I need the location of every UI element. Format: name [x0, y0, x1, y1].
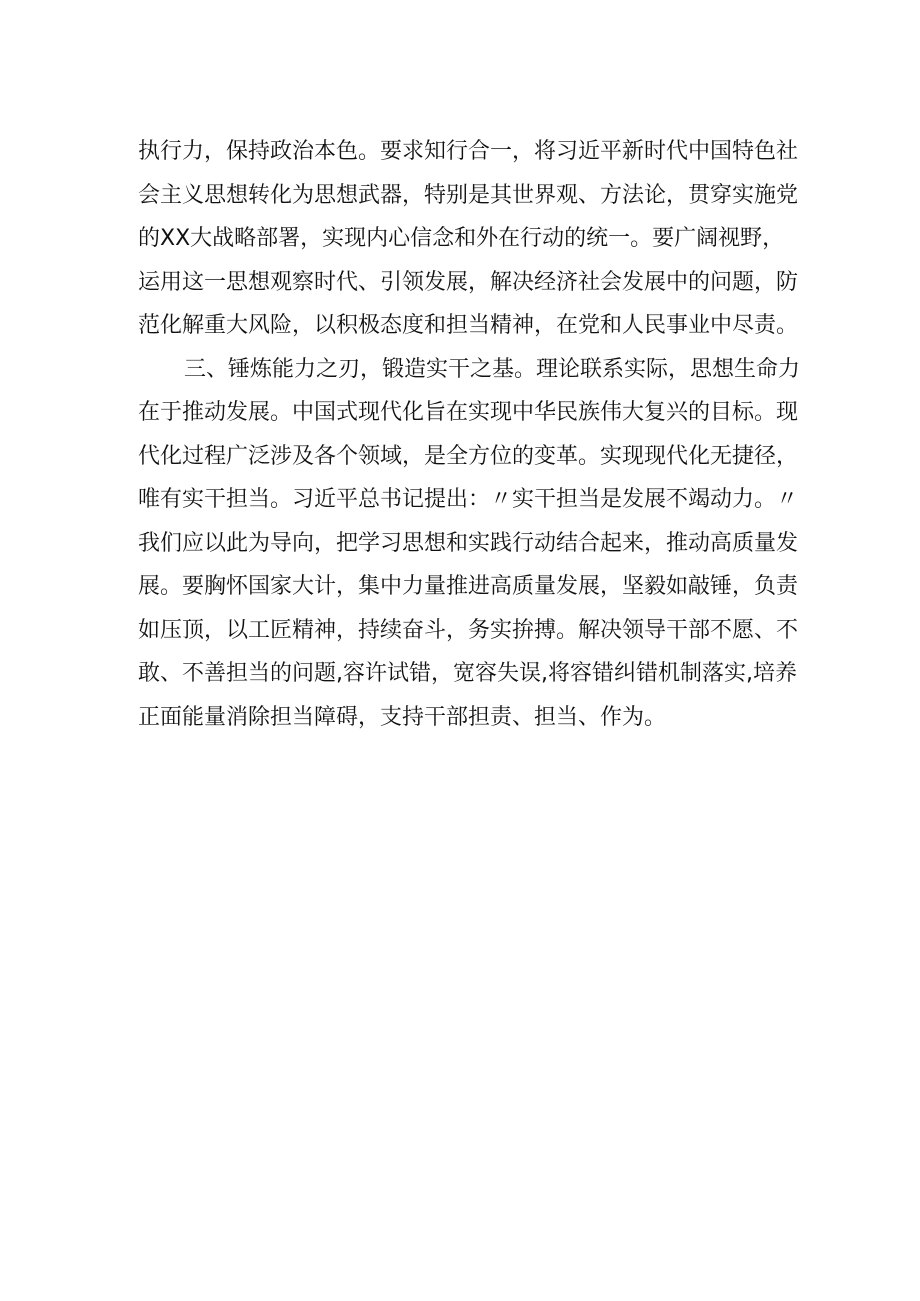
paragraph-line: 唯有实干担当。习近平总书记提出：〃实干担当是发展不竭动力。〃 — [138, 487, 799, 512]
paragraph-line: 我们应以此为导向，把学习思想和实践行动结合起来，推动高质量发 — [138, 530, 799, 556]
paragraph-line: 范化解重大风险，以积极态度和担当精神，在党和人民事业中尽责。 — [138, 313, 799, 338]
paragraph-line: 执行力，保持政治本色。要求知行合一，将习近平新时代中国特色社 — [138, 139, 799, 164]
paragraph-line: 正面能量消除担当障碍，支持干部担责、担当、作为。 — [138, 704, 667, 730]
paragraph-line: 的XX大战略部署，实现内心信念和外在行动的统一。要广阔视野， — [138, 226, 785, 251]
paragraph-line: 运用这一思想观察时代、引领发展，解决经济社会发展中的问题，防 — [138, 269, 799, 295]
paragraph-2 — [138, 348, 801, 783]
paragraph-line: 如压顶，以工匠精神，持续奋斗，务实拚搏。解决领导干部不愿、不 — [138, 617, 799, 643]
paragraph-line: 会主义思想转化为思想武器，特别是其世界观、方法论，贯穿实施党 — [138, 182, 799, 208]
section-heading-line: 三、锤炼能力之刃，锻造实干之基。理论联系实际，思想生命力 — [184, 356, 801, 382]
paragraph-line: 代化过程广泛涉及各个领域，是全方位的变革。实现现代化无捷径， — [138, 443, 799, 469]
paragraph-line: 敢、不善担当的问题,容许试错，宽容失误,将容错纠错机制落实,培养 — [138, 661, 797, 686]
paragraph-line: 在于推动发展。中国式现代化旨在实现中华民族伟大复兴的目标。现 — [138, 400, 799, 425]
document-body — [138, 130, 801, 783]
paragraph-line — [138, 739, 788, 783]
paragraph-1 — [138, 130, 799, 348]
paragraph-line: 展。要胸怀国家大计，集中力量推进高质量发展，坚毅如敲锤，负责 — [138, 574, 799, 599]
